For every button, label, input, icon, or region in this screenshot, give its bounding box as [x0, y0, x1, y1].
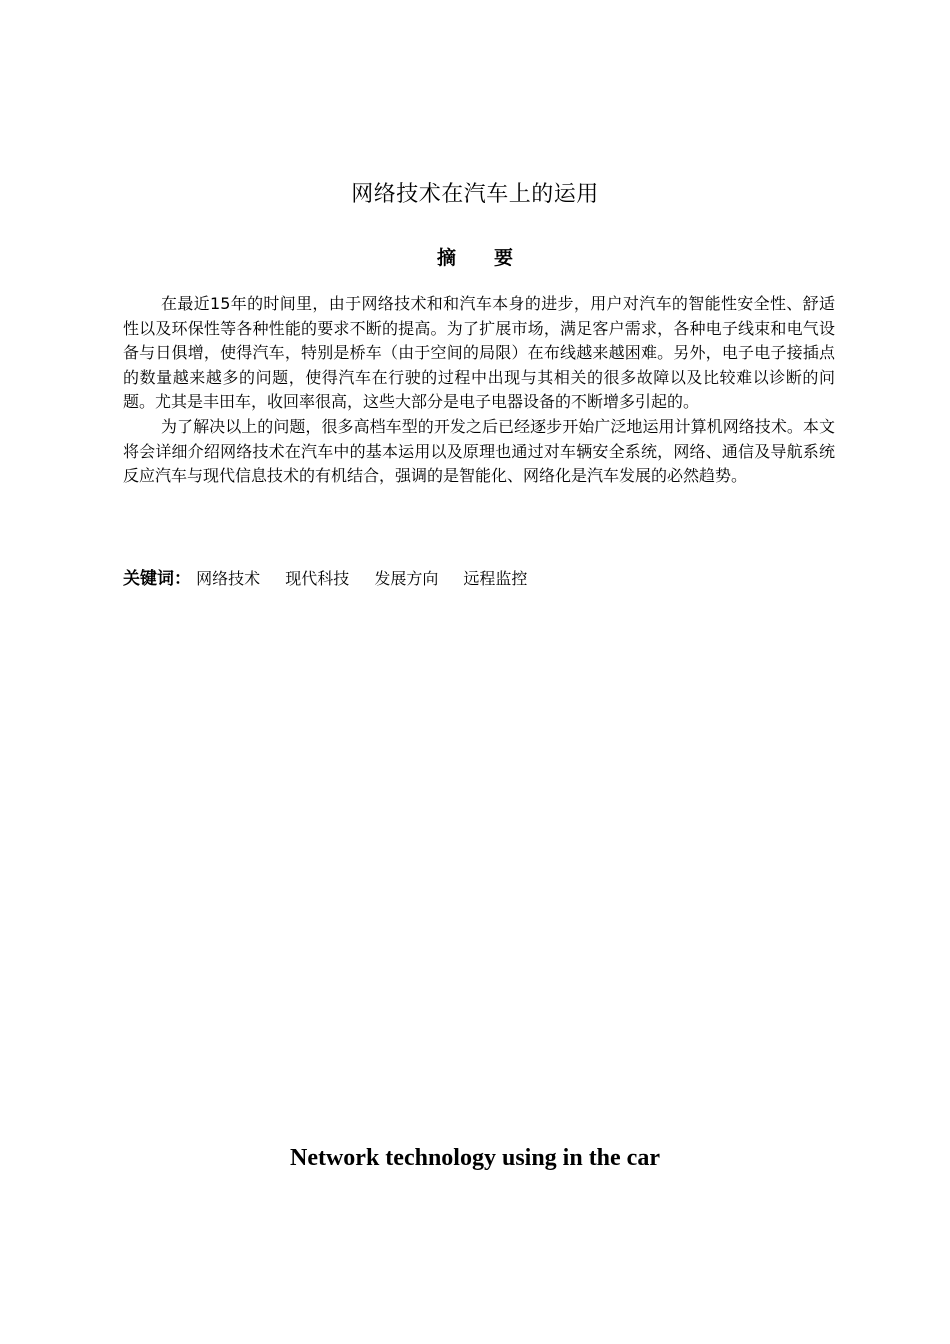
keyword-item: 现代科技	[285, 569, 350, 588]
abstract-paragraph-2: 为了解决以上的问题，很多高档车型的开发之后已经逐步开始广泛地运用计算机网络技术。本文将会详细介绍网络技术在汽车中的基本运用以及原理也通过对车辆安全系统，网络、通信及导航系统反应汽车与现代信息技术的有机结合，强调的是智能化、网络化是汽车发展的必然趋势。	[123, 416, 835, 486]
keyword-item: 远程监控	[463, 569, 528, 588]
keywords-line	[123, 566, 547, 592]
keyword-item: 发展方向	[374, 569, 439, 588]
abstract-paragraph-1: 在最近15年的时间里，由于网络技术和和汽车本身的进步，用户对汽车的智能性安全性、舒适性以及环保性等各种性能的要求不断的提高。为了扩展市场，满足客户需求，各种电子线束和电气设备与日俱增，使得汽车，特别是桥车（由于空间的局限）在布线越来越困难。另外，电子电子接插点的数量越来越多的问题，使得汽车在行驶的过程中出现与其相关的很多故障以及比较难以诊断的问题。尤其是丰田车，收回率很高，这些大部分是电子电器设备的不断增多引起的。	[123, 294, 835, 412]
chinese-title: 网络技术在汽车上的运用	[351, 182, 599, 207]
keywords-label: 关键词：	[123, 569, 191, 589]
abstract-body	[123, 292, 835, 489]
english-title: Network technology using in the car	[290, 1145, 660, 1171]
abstract-heading: 摘 要	[436, 247, 513, 269]
keyword-item: 网络技术	[196, 569, 261, 588]
